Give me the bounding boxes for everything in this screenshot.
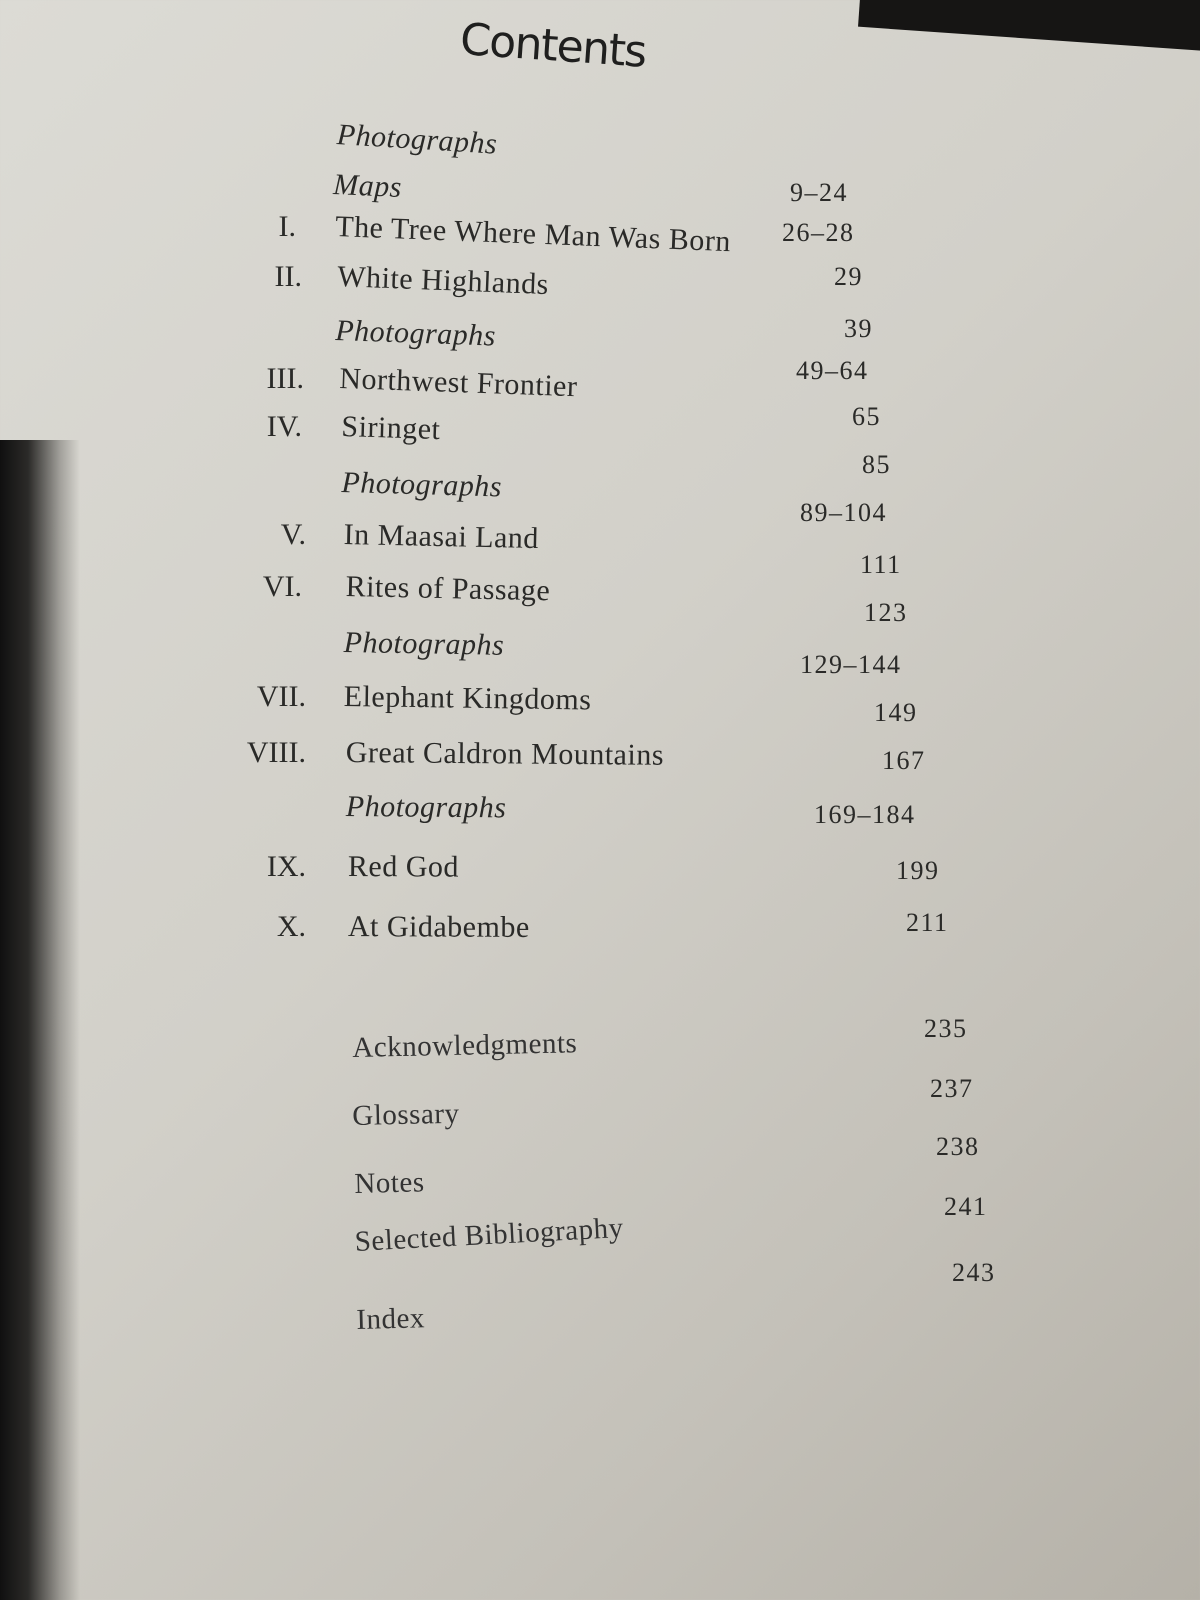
entry-title: Photographs	[345, 790, 507, 825]
page-number: 149	[874, 698, 918, 727]
entry-title: White Highlands	[336, 260, 550, 302]
page-number: 89–104	[800, 498, 887, 527]
entry-title: Selected Bibliography	[354, 1211, 625, 1258]
chapter-number: IV.	[266, 410, 302, 443]
page-number: 238	[936, 1132, 980, 1161]
entry-title: Photographs	[341, 466, 503, 504]
chapter-number: IX.	[266, 850, 306, 883]
entry-title: At Gidabembe	[347, 910, 530, 944]
entry-title: Rites of Passage	[345, 570, 551, 608]
page-number: 235	[924, 1014, 968, 1043]
page-number: 129–144	[800, 650, 902, 679]
entry-title: Northwest Frontier	[338, 362, 578, 404]
page-number: 167	[882, 746, 926, 775]
entry-title: In Maasai Land	[343, 518, 540, 556]
page-number: 111	[860, 550, 902, 579]
page-number: 85	[862, 450, 891, 479]
page-number: 211	[906, 908, 949, 937]
entry-title: Red God	[347, 850, 459, 884]
chapter-number: X.	[276, 910, 306, 943]
entry-title: The Tree Where Man Was Born	[334, 210, 732, 259]
entry-title: Photographs	[335, 118, 499, 161]
page-title: Contents	[458, 14, 648, 78]
background-shadow	[858, 0, 1200, 53]
page-number: 39	[844, 314, 873, 343]
page-number: 199	[896, 856, 940, 885]
page-number: 26–28	[782, 218, 855, 247]
entry-title: Acknowledgments	[352, 1027, 578, 1064]
entry-title: Siringet	[340, 410, 441, 447]
page-number: 65	[852, 402, 881, 431]
page-number: 169–184	[814, 800, 916, 829]
page-number: 241	[944, 1192, 988, 1221]
chapter-number: V.	[280, 518, 306, 551]
chapter-number: VII.	[256, 680, 306, 713]
entry-title: Photographs	[343, 626, 505, 662]
chapter-number: III.	[266, 362, 304, 395]
chapter-number: VI.	[262, 570, 302, 603]
page-number: 123	[864, 598, 908, 627]
page-number: 9–24	[790, 178, 848, 207]
page-number: 29	[834, 262, 863, 291]
entry-title: Glossary	[352, 1097, 460, 1132]
entry-title: Great Caldron Mountains	[345, 736, 665, 772]
entry-title: Notes	[354, 1166, 425, 1200]
page-number: 49–64	[796, 356, 869, 385]
page-number: 237	[930, 1074, 974, 1103]
chapter-number: II.	[274, 260, 302, 293]
entry-title: Elephant Kingdoms	[343, 680, 592, 717]
chapter-number: VIII.	[246, 736, 306, 769]
chapter-number: I.	[278, 210, 296, 243]
entry-title: Index	[356, 1302, 426, 1336]
page-number: 243	[952, 1258, 996, 1287]
entry-title: Maps	[332, 168, 403, 204]
book-spine-shadow	[0, 440, 80, 1600]
entry-title: Photographs	[334, 314, 497, 353]
